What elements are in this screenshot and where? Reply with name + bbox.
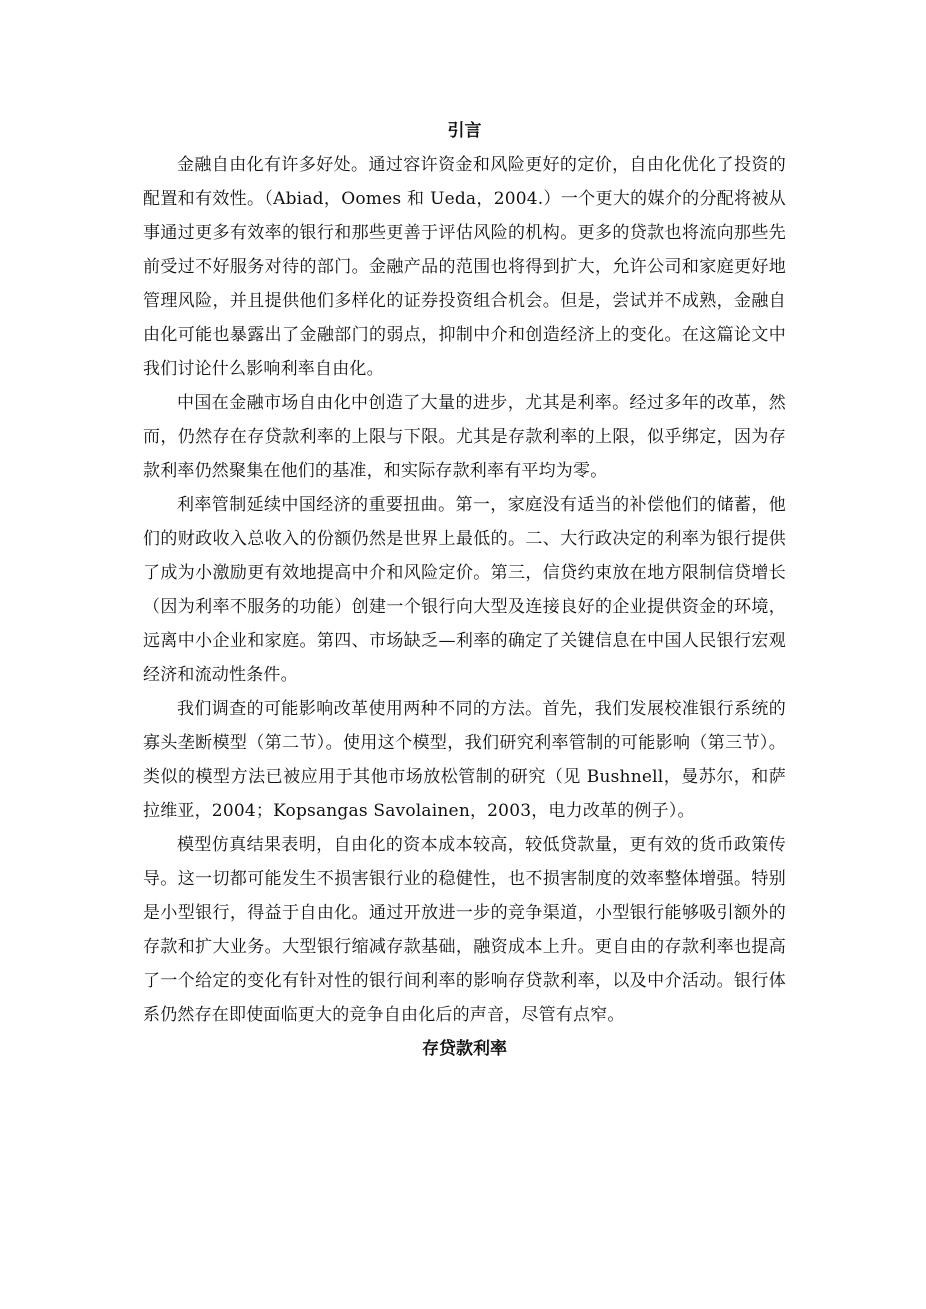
section-title-deposit-lending-rates: 存贷款利率: [422, 1039, 507, 1059]
section-title-introduction: 引言: [447, 121, 482, 141]
paragraph-4: 我们调查的可能影响改革使用两种不同的方法。首先，我们发展校准银行系统的寡头垄断模型（第二节）。使用这个模型，我们研究利率管制的可能影响（第三节）。类似的模型方法已被应用于其他市场放松管制的研究（见 Bushnell，曼苏尔，和萨拉维亚，2004；Kopsangas Savolainen，2003，电力改革的例子）。: [143, 699, 786, 821]
paragraph-2: 中国在金融市场自由化中创造了大量的进步，尤其是利率。经过多年的改革，然而，仍然存在存贷款利率的上限与下限。尤其是存款利率的上限，似乎绑定，因为存款利率仍然聚集在他们的基准，和实际存款利率有平均为零。: [143, 393, 786, 481]
paragraph-3: 利率管制延续中国经济的重要扭曲。第一，家庭没有适当的补偿他们的储蓄，他们的财政收入总收入的份额仍然是世界上最低的。二、大行政决定的利率为银行提供了成为小激励更有效地提高中介和风险定价。第三，信贷约束放在地方限制信贷增长（因为利率不服务的功能）创建一个银行向大型及连接良好的企业提供资金的环境，远离中小企业和家庭。第四、市场缺乏—利率的确定了关键信息在中国人民银行宏观经济和流动性条件。: [143, 495, 786, 685]
paragraph-1: 金融自由化有许多好处。通过容许资金和风险更好的定价，自由化优化了投资的配置和有效性。（Abiad，Oomes 和 Ueda，2004.）一个更大的媒介的分配将被从事通过更多有效率的银行和那些更善于评估风险的机构。更多的贷款也将流向那些先前受过不好服务对待的部门。金融产品的范围也将得到扩大，允许公司和家庭更好地管理风险，并且提供他们多样化的证券投资组合机会。但是，尝试并不成熟，金融自由化可能也暴露出了金融部门的弱点，抑制中介和创造经济上的变化。在这篇论文中我们讨论什么影响利率自由化。: [143, 155, 786, 379]
paragraph-5: 模型仿真结果表明，自由化的资本成本较高，较低贷款量，更有效的货币政策传导。这一切都可能发生不损害银行业的稳健性，也不损害制度的效率整体增强。特别是小型银行，得益于自由化。通过开放进一步的竞争渠道，小型银行能够吸引额外的存款和扩大业务。大型银行缩减存款基础，融资成本上升。更自由的存款利率也提高了一个给定的变化有针对性的银行间利率的影响存贷款利率，以及中介活动。银行体系仍然存在即使面临更大的竞争自由化后的声音，尽管有点窄。: [143, 835, 786, 1025]
document-body: [143, 148, 786, 1066]
